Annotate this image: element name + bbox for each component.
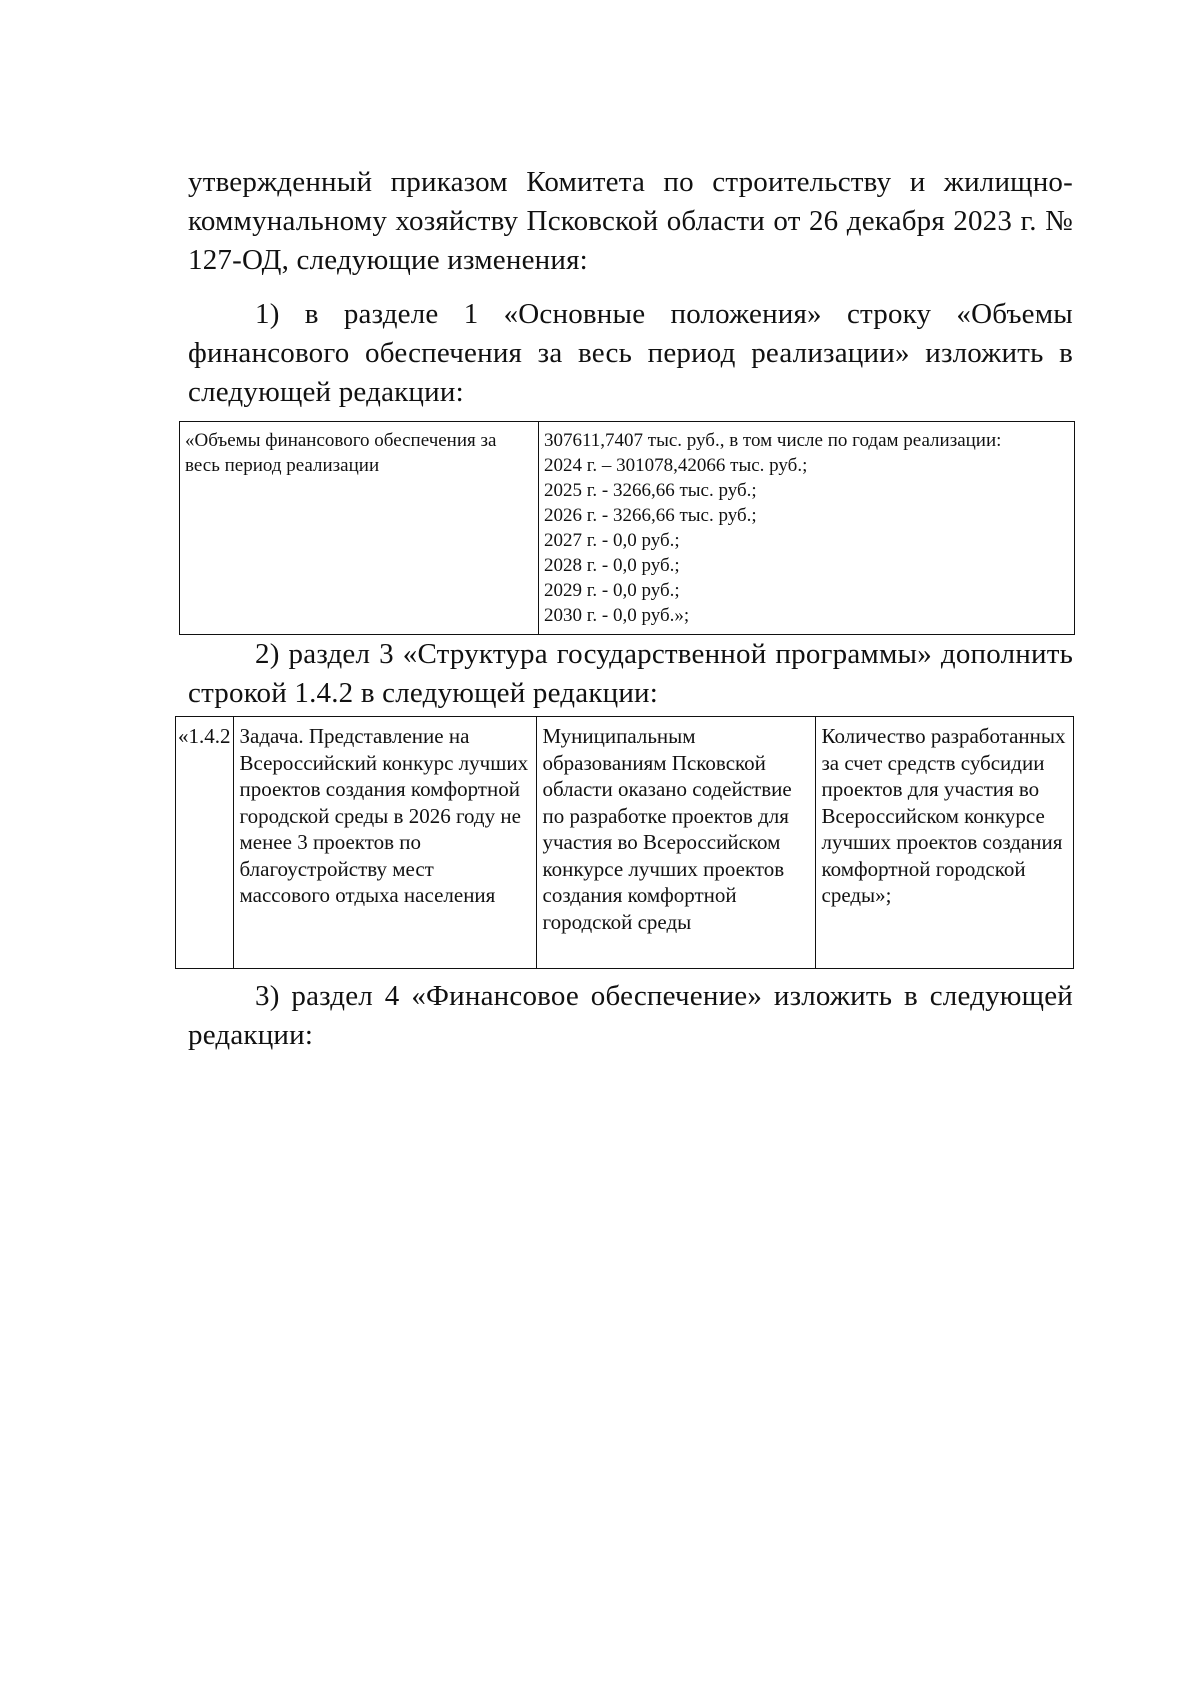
finance-total-line: 307611,7407 тыс. руб., в том числе по годам реализации: [544,430,1002,451]
finance-year-2028: 2028 г. - 0,0 руб.; [544,555,680,576]
program-structure-table [175,716,1074,969]
item-3-paragraph: 3) раздел 4 «Финансовое обеспечение» изложить в следующей редакции: [188,980,1073,1051]
table-row [176,717,1074,969]
finance-year-2029: 2029 г. - 0,0 руб.; [544,580,680,601]
item-1-paragraph: 1) в разделе 1 «Основные положения» строку «Объемы финансового обеспечения за весь период реализации» изложить в следующей редакции: [188,298,1073,408]
finance-year-2027: 2027 г. - 0,0 руб.; [544,530,680,551]
indicator-cell: Количество разработанных за счет средств субсидии проектов для участия во Всероссийском конкурсе лучших проектов создания комфортной городской среды»; [815,717,1074,969]
task-cell: Задача. Представление на Всероссийский конкурс лучших проектов создания комфортной городской среды в 2026 году не менее 3 проектов по благоустройству мест массового отдыха населения [233,717,536,969]
table-row [180,422,1075,635]
finance-year-2030: 2030 г. - 0,0 руб.»; [544,605,690,626]
finance-values-cell [539,422,1075,635]
intro-paragraph: утвержденный приказом Комитета по строительству и жилищно-коммунальному хозяйству Псковской области от 26 декабря 2023 г. № 127-ОД, следующие изменения: [188,166,1073,276]
result-cell: Муниципальным образованиям Псковской области оказано содействие по разработке проектов для участия во Всероссийском конкурсе лучших проектов создания комфортной городской среды [536,717,815,969]
item-2-paragraph: 2) раздел 3 «Структура государственной программы» дополнить строкой 1.4.2 в следующей редакции: [188,638,1073,709]
finance-year-2026: 2026 г. - 3266,66 тыс. руб.; [544,505,757,526]
finance-year-2025: 2025 г. - 3266,66 тыс. руб.; [544,480,757,501]
finance-volume-table [179,421,1075,635]
row-number-cell: «1.4.2 [176,717,234,969]
finance-label-cell: «Объемы финансового обеспечения за весь период реализации [180,422,539,635]
finance-year-2024: 2024 г. – 301078,42066 тыс. руб.; [544,455,808,476]
